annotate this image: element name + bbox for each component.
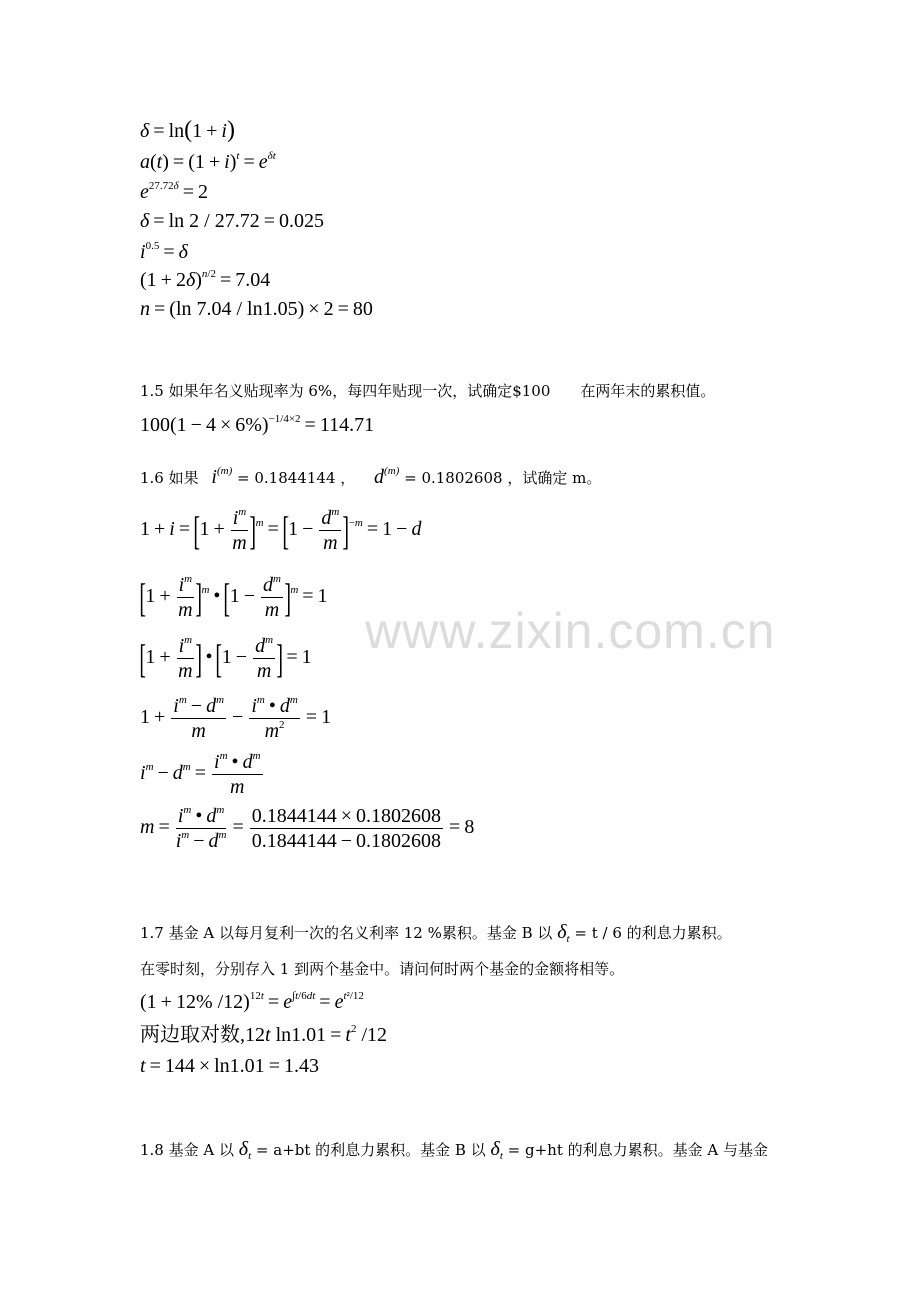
symbol-delta-t: $\delta_t$ <box>490 1138 503 1162</box>
equation-doubling: $e^{27.72\delta} = 2$ <box>140 180 209 203</box>
problem-1-8-text <box>140 1139 768 1160</box>
problem-1-7-line-1a: 1.7 基金 A 以每月复利一次的名义利率 12 %累积。基金 B 以 <box>140 924 553 942</box>
symbol-delta-t: $\delta_t$ <box>238 1138 252 1162</box>
equation-delta-value: δ = ln 2 / 27.72 = 0.025 <box>140 210 324 232</box>
problem-1-6-d-value: = 0.1802608 ，试确定 m。 <box>404 469 602 487</box>
problem-1-7-equation-2: 两边取对数,12t $\ln 1.01 = t^2$ /12 <box>140 1023 388 1046</box>
problem-1-6-equation-2: [1 + $\frac{i^m}{m}$ ]$^m$ •[1 − $\frac{d^m}{m}$ ]$^m$ = 1 <box>139 573 328 621</box>
problem-1-6-equation-6: m = $\frac{i^m • d^m}{i^m - d^m}$ = $\frac{0.1844144 \times 0.1802608}{0.1844144 - 0.1802608}$ = 8 <box>140 804 475 852</box>
symbol-delta-t: $\delta_t$ <box>557 921 570 945</box>
problem-1-7-line-1 <box>140 922 732 943</box>
problem-1-8-part-a: 1.8 基金 A 以 <box>140 1141 234 1159</box>
problem-1-6-i-value: = 0.1844144 ， <box>237 469 356 487</box>
problem-1-6-equation-4: 1 + $\frac{i^m - d^m}{m}$ − $\frac{i^m • d^m}{m^2}$ = 1 <box>140 694 332 742</box>
watermark: www.zixin.com.cn <box>365 603 776 659</box>
problem-1-6-text <box>140 467 601 488</box>
problem-1-7-line-1b: = t / 6 的利息力累积。 <box>574 924 732 942</box>
problem-1-5-text: 1.5 如果年名义贴现率为 6%，每四年贴现一次，试确定$100 在两年末的累积值。 <box>140 382 716 400</box>
problem-1-7-line-2: 在零时刻，分别存入 1 到两个基金中。请问何时两个基金的金额将相等。 <box>140 960 625 978</box>
problem-1-8-part-b: = a+bt 的利息力累积。基金 B 以 <box>255 1141 486 1159</box>
problem-1-5-equation: $100(1 - 4 \times 6\%)^{-1/4\times 2} = 114.71$ <box>140 413 375 436</box>
equation-delta-ln: δ = ln(1 + i) <box>140 117 235 143</box>
problem-1-6-equation-1: 1 + i =[1 + $\frac{i^m}{m}$ ]$^m$ =[1 − $\frac{d^m}{m}$ ]$^{-m}$ = 1 − d <box>140 506 422 554</box>
equation-accumulation-function: $a(t) = (1 + i)^t = e^{\delta t}$ <box>140 150 276 173</box>
symbol-i-m: $i^{(m)}$ <box>211 465 233 488</box>
equation-n-value: n = (ln 7.04 / ln1.05) × 2 = 80 <box>140 298 373 320</box>
problem-1-6-equation-3: [1 + $\frac{i^m}{m}$ ] •[1 − $\frac{d^m}{m}$ ] = 1 <box>139 634 312 682</box>
equation-i-power: $i^{0.5} = \delta$ <box>140 240 188 263</box>
equation-growth: $(1 + 2\delta)^{n/2} = 7.04$ <box>140 268 271 291</box>
symbol-d-m: $d^{(m)}$ <box>374 465 400 488</box>
problem-1-8-part-c: = g+ht 的利息力累积。基金 A 与基金 <box>507 1141 768 1159</box>
problem-1-7-equation-3: t = 144 × ln1.01 = 1.43 <box>140 1055 319 1077</box>
problem-1-6-equation-5: $i^m - d^m$ = $\frac{i^m • d^m}{m}$ <box>140 750 261 798</box>
problem-1-6-prefix: 1.6 如果 <box>140 469 199 487</box>
problem-1-7-equation-1: (1 + 12% $/12)^{12t} = e^{\int t/6dt} = e^{t^2/12}$ <box>140 990 364 1013</box>
